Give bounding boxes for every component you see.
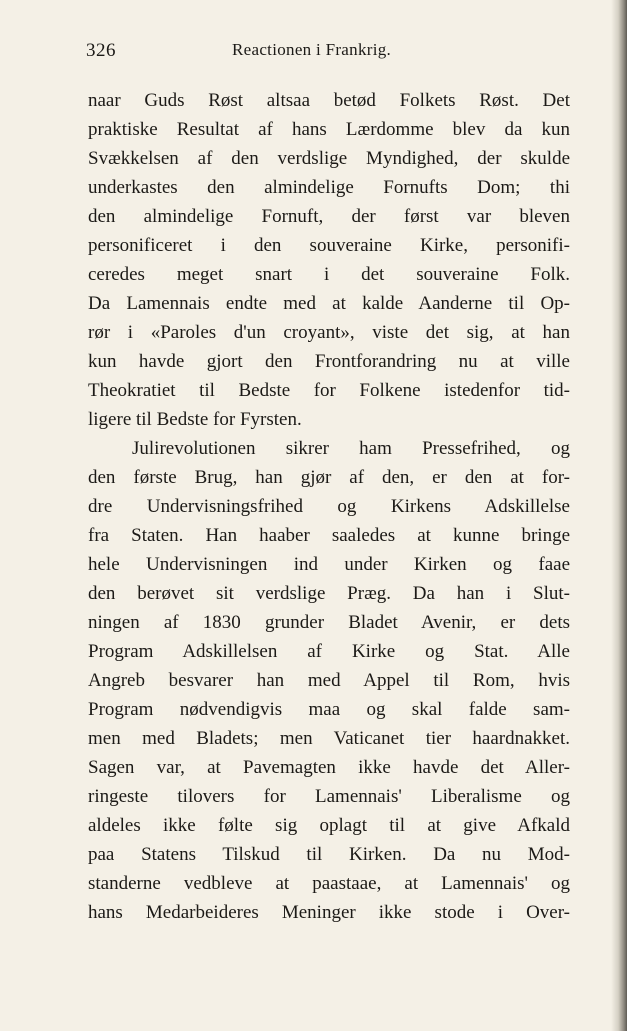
text-line: den berøvet sit verdslige Præg. Da han i Slut-	[88, 583, 570, 604]
text-line: Julirevolutionen sikrer ham Pressefrihed, og	[132, 438, 570, 459]
text-line: Angreb besvarer han med Appel til Rom, hvis	[88, 670, 570, 691]
text-line: Program nødvendigvis maa og skal falde sam-	[88, 699, 570, 720]
text-line: hele Undervisningen ind under Kirken og faae	[88, 554, 570, 575]
text-line: praktiske Resultat af hans Lærdomme blev da kun	[88, 119, 570, 140]
text-line: naar Guds Røst altsaa betød Folkets Røst. Det	[88, 90, 570, 111]
page-number: 326	[86, 40, 116, 61]
text-line: kun havde gjort den Frontforandring nu at ville	[88, 351, 570, 372]
text-line: Sagen var, at Pavemagten ikke havde det Aller-	[88, 757, 570, 778]
page-edge-shadow	[611, 0, 627, 1031]
text-line: paa Statens Tilskud til Kirken. Da nu Mod-	[88, 844, 570, 865]
text-line: Svækkelsen af den verdslige Myndighed, der skulde	[88, 148, 570, 169]
text-line: ringeste tilovers for Lamennais' Liberalisme og	[88, 786, 570, 807]
text-line: ligere til Bedste for Fyrsten.	[88, 409, 302, 430]
body-text	[88, 86, 570, 927]
text-line: standerne vedbleve at paastaae, at Lamennais' og	[88, 873, 570, 894]
text-line: Theokratiet til Bedste for Folkene istedenfor tid-	[88, 380, 570, 401]
text-line: ceredes meget snart i det souveraine Folk.	[88, 264, 570, 285]
text-line: den første Brug, han gjør af den, er den at for-	[88, 467, 570, 488]
running-header: Reactionen i Frankrig.	[232, 40, 392, 59]
text-line: Da Lamennais endte med at kalde Aanderne til Op-	[88, 293, 570, 314]
text-line: den almindelige Fornuft, der først var bleven	[88, 206, 570, 227]
text-line: Program Adskillelsen af Kirke og Stat. Alle	[88, 641, 570, 662]
text-line: dre Undervisningsfrihed og Kirkens Adskillelse	[88, 496, 570, 517]
text-line: rør i «Paroles d'un croyant», viste det sig, at han	[88, 322, 570, 343]
text-line: underkastes den almindelige Fornufts Dom; thi	[88, 177, 570, 198]
text-line: hans Medarbeideres Meninger ikke stode i Over-	[88, 902, 570, 923]
text-line: fra Staten. Han haaber saaledes at kunne bringe	[88, 525, 570, 546]
text-line: aldeles ikke følte sig oplagt til at give Afkald	[88, 815, 570, 836]
text-line: personificeret i den souveraine Kirke, personifi-	[88, 235, 570, 256]
text-line: men med Bladets; men Vaticanet tier haardnakket.	[88, 728, 570, 749]
text-line: ningen af 1830 grunder Bladet Avenir, er dets	[88, 612, 570, 633]
